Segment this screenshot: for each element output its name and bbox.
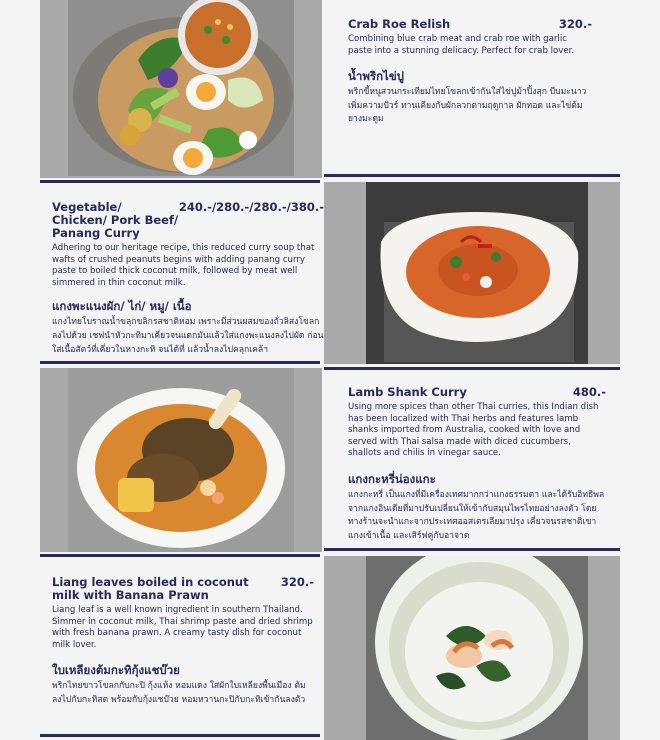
item-thai-description: แกงกะหรี่ เป็นแกงที่มีเครื่องเทศมากกว่าแกงธรรมดา และได้รับอิทธิพลจากแกงอินเดียที่มาปรับเปลี่ยนให้เข้ากับสมุนไพรไทยอย่างลงตัว โดยทางร้านจะนำแกะจากประเทศออสเตรเลียมาปรุง เคี่ยวจนรสชาติเขาแกงเข้าเนื้อ และเสิร์ฟคู่กับอาจาด — [348, 489, 605, 541]
divider-3 — [40, 361, 320, 364]
nam-prik-platter-photo — [68, 0, 294, 176]
divider-2 — [40, 180, 320, 183]
item-thai-name: แกงพะแนงผัก/ ไก่/ หมู/ เนื้อ — [52, 299, 192, 314]
menu-item-panang-curry — [52, 201, 324, 357]
item-thai-description: แกงไทยโบราณน้ำขลุกขลิกรสชาติหอม เพราะมีส่วนผสมของถั่วลิสงโขลกลงไปด้วย เชฟนำหัวกะทิมาเคี่ยวจนแตกมันแล้วใส่แกงพะแนงลงไปผัด ก่อนใส่เนื้อสัตว์ที่เคี่ยวในหางกะทิ จนได้ที่ แล้วน้ำลงไปคลุกเคล้า — [52, 317, 324, 355]
item-price: 240.-/280.-/280.-/380.- — [178, 200, 324, 214]
item-thai-description: พริกขี้หนูสวนกระเทียมไทยโขลกเข้ากันใส่ไข่ปูม้าปิ้งสุก บีบมะนาวเพิ่มความปัวร์ ทานเคียงกับผักลวกตามฤดูกาล ผักทอด และไข่ต้มยางมะตูม — [348, 87, 587, 125]
menu-item-liang-leaves — [52, 576, 314, 708]
divider-6 — [40, 554, 320, 557]
divider-5 — [324, 548, 620, 551]
divider-1 — [324, 174, 620, 177]
divider-4 — [324, 367, 620, 370]
item-name: Lamb Shank Curry — [348, 385, 467, 399]
item-description: Combining blue crab meat and crab roe with garlic paste into a stunning delicacy. Perfect for crab lover. — [348, 34, 575, 56]
item-name: Vegetable/ Chicken/ Pork Beef/ Panang Curry — [52, 200, 179, 240]
item-price: 320.- — [280, 575, 314, 589]
item-price: 320.- — [558, 17, 592, 31]
lamb-shank-curry-photo — [68, 368, 294, 552]
item-name: Liang leaves boiled in coconut milk with Banana Prawn — [52, 575, 249, 602]
menu-item-lamb-shank-curry — [348, 386, 606, 543]
item-thai-name: ใบเหลียงต้มกะทิกุ้งแชบ๊วย — [52, 663, 180, 678]
item-thai-name: น้ำพริกไข่ปู — [348, 69, 404, 84]
liang-leaves-soup-photo — [366, 556, 588, 740]
item-name: Crab Roe Relish — [348, 17, 451, 31]
item-description: Using more spices than other Thai curries, this Indian dish has been localized with Thai herbs and features lamb shanks imported from Australia, cooked with love and served with Thai salsa made with diced cucumbers, shallots and chilis in vinegar sauce. — [348, 402, 599, 459]
item-thai-name: แกงกะหรี่น่องแกะ — [348, 471, 436, 486]
panang-curry-photo — [366, 182, 588, 364]
item-description: Liang leaf is a well known ingredient in southern Thailand. Simmer in coconut milk, Thai shrimp paste and dried shrimp with fresh banana prawn. A creamy tasty dish for coconut milk lover. — [52, 605, 313, 650]
item-description: Adhering to our heritage recipe, this reduced curry soup that wafts of crushed peanuts begins with adding panang curry paste to boiled thick coconut milk, followed by meat well simmered in thin coconut milk. — [52, 243, 315, 288]
menu-item-crab-roe-relish — [348, 18, 592, 127]
item-thai-description: พริกไทยขาวโขลกกับกะปิ กุ้งแห้ง หอมแดง ใส่ผักใบเหลียงพื้นเมือง ต้มลงไปกับกะทิสด พร้อมกับกุ้งแชบ๊วย หอมหวานกะปิกับกะทิเข้ากันลงตัว — [52, 681, 306, 705]
divider-7 — [40, 734, 320, 737]
item-price: 480.- — [572, 385, 606, 399]
